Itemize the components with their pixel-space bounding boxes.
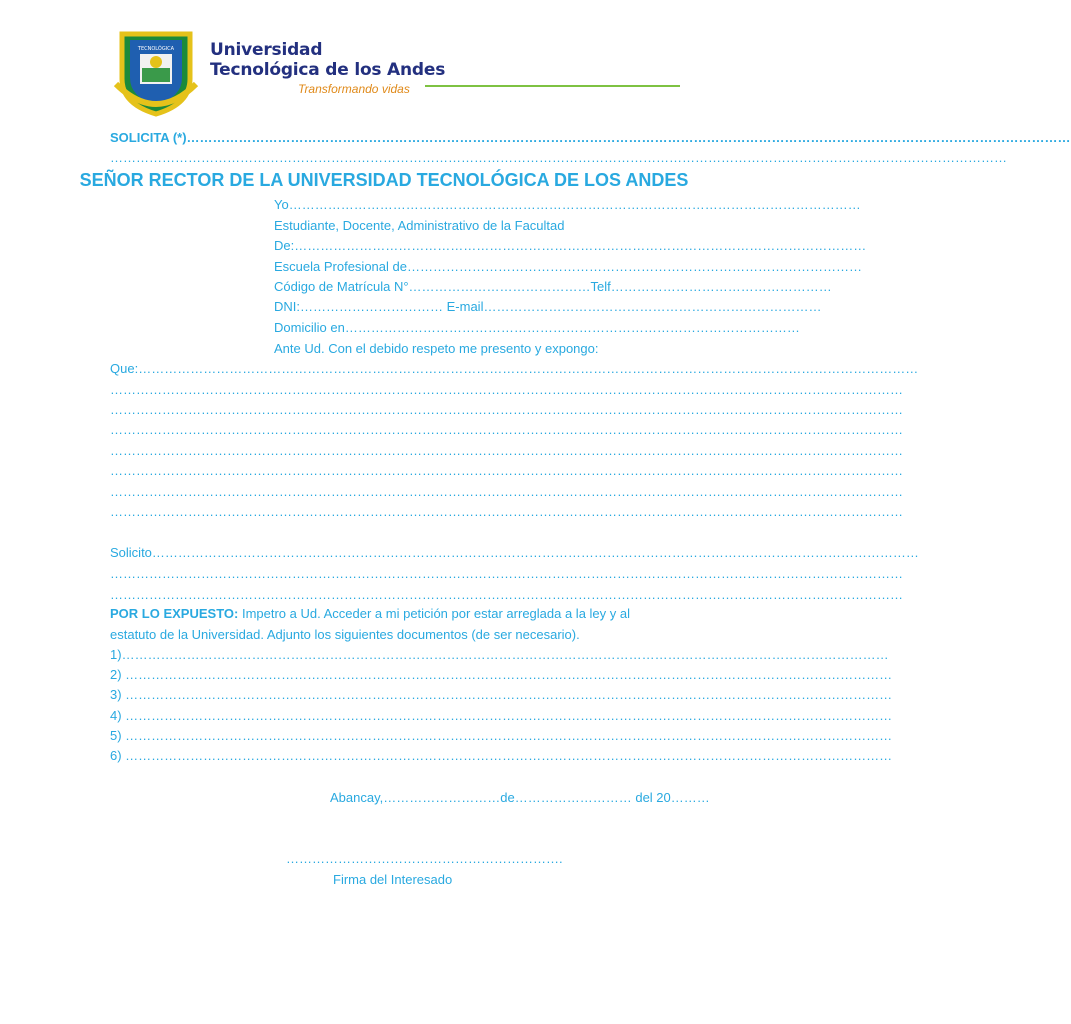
expuesto-row	[110, 606, 630, 621]
signature-line: ……………………………………………………….	[286, 851, 563, 866]
que-line: …………………………………………………………………………………………………………………………………………………………………	[110, 402, 903, 417]
telf-label: Telf	[590, 279, 611, 294]
yo-label: Yo	[274, 197, 289, 212]
email-label: E-mail	[446, 299, 484, 314]
codigo-label: Código de Matrícula N°	[274, 279, 409, 294]
que-line: …………………………………………………………………………………………………………………………………………………………………	[110, 382, 903, 397]
document-item: 2) ……………………………………………………………………………………………………………………………………………………………	[110, 667, 893, 682]
que-label: Que:	[110, 361, 139, 376]
solicito-row: Solicito……………………………………………………………………………………………………………………………………………………………	[110, 545, 919, 560]
de-label: De:	[274, 238, 295, 253]
solicita-label: SOLICITA (*)	[110, 130, 187, 145]
university-name-line2: Tecnológica de los Andes	[210, 60, 446, 80]
yo-row: Yo……………………………………………………………………………………………………………………	[274, 197, 861, 212]
signature-label: Firma del Interesado	[333, 872, 453, 887]
que-line: …………………………………………………………………………………………………………………………………………………………………	[110, 484, 903, 499]
escuela-row: Escuela Profesional de……………………………………………………………………………………………	[274, 259, 862, 274]
codigo-row: Código de Matrícula N°……………………………………Telf……………………………………………	[274, 279, 832, 294]
date-del-label: del 20	[635, 790, 671, 805]
de-row: De:……………………………………………………………………………………………………………………	[274, 238, 867, 253]
document-item: 1)……………………………………………………………………………………………………………………………………………………………	[110, 647, 889, 662]
estatuto-text: estatuto de la Universidad. Adjunto los siguientes documentos (de ser necesario).	[110, 627, 580, 642]
solicita-line: ………………………………………………………………………………………………………………………………………………………………………………………	[110, 150, 1007, 165]
document-item: 4) ……………………………………………………………………………………………………………………………………………………………	[110, 708, 893, 723]
city-label: Abancay,	[330, 790, 384, 805]
solicito-line: …………………………………………………………………………………………………………………………………………………………………	[110, 566, 903, 581]
que-line: …………………………………………………………………………………………………………………………………………………………………	[110, 504, 903, 519]
logo-text: TECNOLÓGICA	[137, 46, 175, 52]
escuela-label: Escuela Profesional de	[274, 259, 407, 274]
header-divider	[425, 85, 680, 87]
solicito-label: Solicito	[110, 545, 152, 560]
document-item: 5) ……………………………………………………………………………………………………………………………………………………………	[110, 728, 893, 743]
domicilio-label: Domicilio en	[274, 320, 345, 335]
ante-text: Ante Ud. Con el debido respeto me presento y expongo:	[274, 341, 599, 356]
university-name-line1: Universidad	[210, 40, 323, 60]
document-item: 6) ……………………………………………………………………………………………………………………………………………………………	[110, 748, 893, 763]
tagline: Transformando vidas	[298, 82, 410, 96]
expuesto-text: Impetro a Ud. Acceder a mi petición por estar arreglada a la ley y al	[241, 606, 630, 621]
que-line: …………………………………………………………………………………………………………………………………………………………………	[110, 463, 903, 478]
solicita-row	[110, 130, 1071, 145]
que-row: Que:………………………………………………………………………………………………………………………………………………………………	[110, 361, 919, 376]
expuesto-label: POR LO EXPUESTO:	[110, 606, 239, 621]
page-title: SEÑOR RECTOR DE LA UNIVERSIDAD TECNOLÓGICA DE LOS ANDES	[79, 170, 689, 190]
dni-row: DNI:…………………………… E-mail……………………………………………………………………	[274, 299, 822, 314]
domicilio-row: Domicilio en……………………………………………………………………………………………	[274, 320, 800, 335]
dni-label: DNI:	[274, 299, 300, 314]
document-item: 3) ……………………………………………………………………………………………………………………………………………………………	[110, 687, 893, 702]
dot-leader: ……………………………………………………………………………………………………………………………………………………………………………………	[186, 130, 1071, 145]
que-line: …………………………………………………………………………………………………………………………………………………………………	[110, 422, 903, 437]
university-crest-logo	[112, 24, 200, 116]
estudiante-label: Estudiante, Docente, Administrativo de la Facultad	[274, 218, 565, 233]
que-line: …………………………………………………………………………………………………………………………………………………………………	[110, 443, 903, 458]
date-row: Abancay,………………………de……………………… del 20………	[330, 790, 710, 805]
date-de-label: de	[500, 790, 515, 805]
solicito-line: …………………………………………………………………………………………………………………………………………………………………	[110, 587, 903, 602]
